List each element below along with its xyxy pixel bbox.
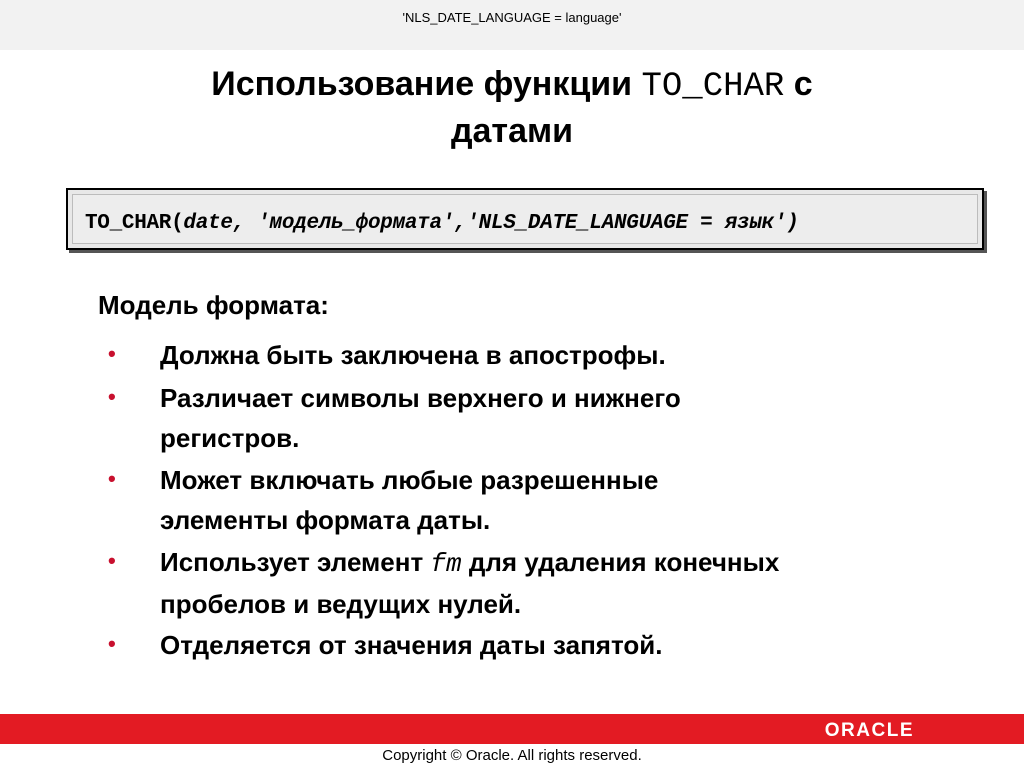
title-line-2: датами	[450, 112, 574, 150]
title-line-1	[0, 62, 1024, 109]
bullet-line: Может включать любые разрешенные	[160, 465, 659, 495]
title-suffix: с	[784, 65, 813, 103]
syntax-inner	[72, 194, 978, 244]
bullet-line-suffix: для удаления конечных	[461, 547, 780, 577]
header-strip	[0, 0, 1024, 50]
syntax-code	[85, 212, 799, 235]
bullet-text	[160, 378, 950, 458]
syntax-box	[66, 188, 984, 250]
bullet-line: элементы формата даты.	[160, 505, 491, 535]
bullet-line-prefix: Использует элемент	[160, 547, 431, 577]
syntax-fn: TO_CHAR(	[85, 212, 184, 235]
bullet-line: пробелов и ведущих нулей.	[160, 589, 522, 619]
bullet-icon: •	[108, 466, 116, 491]
bullet-line: Отделяется от значения даты запятой.	[160, 630, 663, 660]
bullet-text	[160, 335, 950, 375]
syntax-rest: , 'модель_формата','NLS_DATE_LANGUAGE = язык')	[232, 212, 799, 235]
bullet-icon: •	[108, 548, 116, 573]
bullet-line: Различает символы верхнего и нижнего	[160, 383, 681, 413]
bullet-icon: •	[108, 631, 116, 656]
bullet-line: Должна быть заключена в апострофы.	[160, 340, 666, 370]
syntax-arg-date: date	[183, 212, 233, 235]
slide-title	[0, 62, 1024, 153]
bullet-line	[160, 542, 950, 584]
bullet-icon: •	[108, 341, 116, 366]
header-note: 'NLS_DATE_LANGUAGE = language'	[402, 10, 622, 25]
bullet-text	[160, 460, 950, 540]
fm-code: fm	[430, 549, 462, 579]
bullet-text	[160, 625, 950, 665]
title-prefix: Использование функции	[211, 65, 642, 103]
copyright-text: Copyright © Oracle. All rights reserved.	[382, 747, 642, 764]
bullet-line: регистров.	[160, 423, 300, 453]
bullet-icon: •	[108, 384, 116, 409]
bullet-text	[160, 542, 950, 624]
format-model-heading: Модель формата:	[98, 290, 329, 320]
oracle-logo: ORACLE	[824, 720, 914, 741]
title-code: TO_CHAR	[641, 68, 785, 106]
